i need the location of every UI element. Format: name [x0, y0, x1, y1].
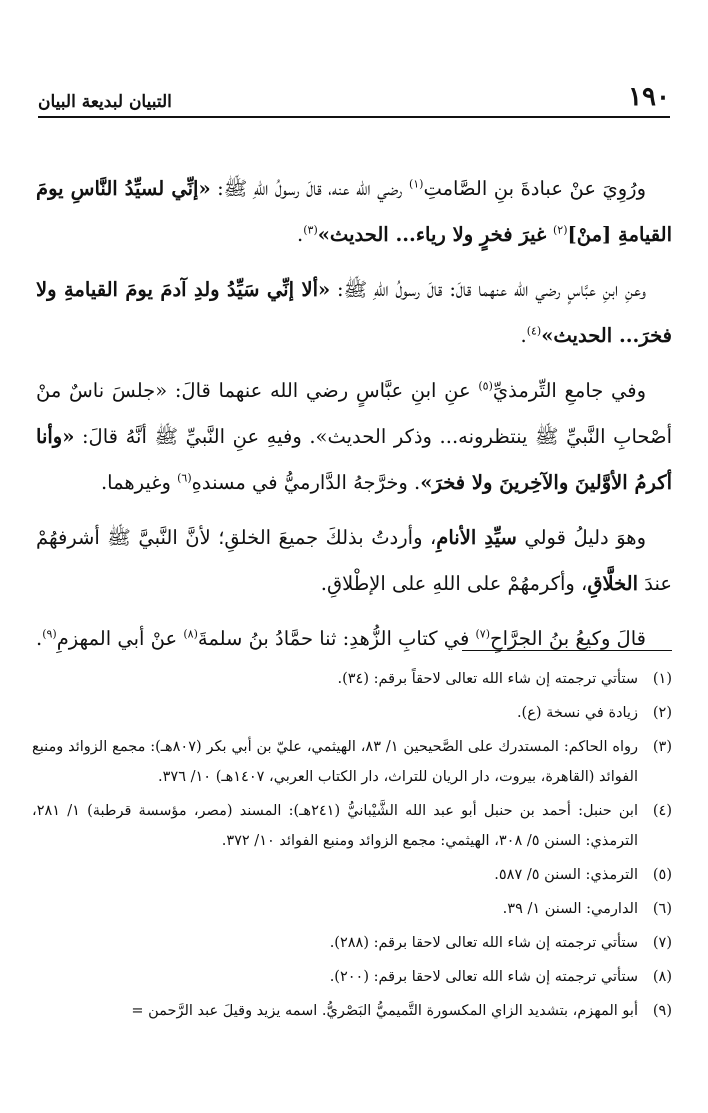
paragraph-2 — [36, 267, 672, 359]
footnote — [32, 698, 672, 728]
footnote — [32, 664, 672, 694]
footnote-number: (٦) — [652, 901, 672, 917]
hadith-quote: «وأنا أكرمُ الأوَّلينَ والآخِرينَ ولا فخرَ» — [36, 425, 672, 494]
page-number: ١٩٠ — [628, 82, 670, 112]
footnote-text: ستأتي ترجمته إن شاء الله تعالى لاحقا برقم: (٢٠٠). — [329, 969, 638, 985]
footnote-ref: (٧) — [475, 627, 491, 641]
footnote-text: أبو المهزم، بتشديد الزاي المكسورة التَّميميُّ البَصْريُّ. اسمه يزيد وقيلَ عبد الرَّحمن = — [131, 1003, 638, 1019]
hadith-quote: «إنِّي لسيِّدُ النَّاسِ يومَ القيامةِ [منْ] — [36, 177, 672, 246]
footnote — [32, 894, 672, 924]
footnote-ref: (٥) — [478, 379, 493, 393]
footnote — [32, 928, 672, 958]
text-run: وغيرهما. — [100, 471, 178, 494]
footnote — [32, 860, 672, 890]
footnote-number: (٥) — [652, 867, 672, 883]
hadith-quote: غيرَ فخرٍ ولا رياء... الحديث» — [317, 223, 553, 246]
footnote-ref: (٩) — [42, 627, 57, 641]
text-run: ، وأردتُ بذلكَ جميعَ الخلقِ؛ لأنَّ النَّبيَّ ﷺ أشرفهُمْ عندَ — [36, 526, 672, 595]
footnote-number: (٧) — [652, 935, 672, 951]
footnote-ref: (٤) — [526, 324, 542, 338]
footnote-number: (٩) — [652, 1003, 672, 1019]
footnote — [32, 796, 672, 856]
paragraph-4 — [36, 515, 672, 607]
text-run: . — [297, 223, 304, 246]
footnote — [32, 732, 672, 792]
footnote-text: ستأتي ترجمته إن شاء الله تعالى لاحقاً برقم: (٣٤). — [337, 671, 638, 687]
footnote-text: ستأتي ترجمته إن شاء الله تعالى لاحقا برقم: (٢٨٨). — [329, 935, 638, 951]
footnote-text: ابن حنبل: أحمد بن حنبل أبو عبد الله الشَّيْبانيُّ (٢٤١هـ): المسند (مصر، مؤسسة قرطبة) ١/ ٢٨١، الترمذي: السنن ٥/ ٣٠٨، الهيثمي: مجمع الزوائد ومنبع الفوائد ١٠/ ٣٧٢. — [32, 803, 638, 849]
footnote-divider — [462, 650, 672, 651]
footnote-text: الترمذي: السنن ٥/ ٥٨٧. — [494, 867, 638, 883]
footnote-text: رواه الحاكم: المستدرك على الصَّحيحين ١/ ٨٣، الهيثمي، عليّ بن أبي بكر (٨٠٧هـ): مجمع الزوائد ومنبع الفوائد (القاهرة، بيروت، دار الريان للتراث، دار الكتاب العربي، ١٤٠٧هـ) ١٠/ ٣٧٦. — [32, 739, 638, 785]
footnote-ref: (١) — [408, 177, 424, 191]
paragraph-1 — [36, 166, 672, 258]
footnote-ref: (٣) — [303, 223, 318, 237]
footnote — [32, 962, 672, 992]
footnote-ref: (٨) — [183, 627, 198, 641]
running-header — [38, 82, 670, 118]
footnote-number: (٢) — [652, 705, 672, 721]
main-text — [36, 166, 672, 671]
footnote-ref: (٦) — [177, 471, 192, 485]
footnote-number: (١) — [652, 671, 672, 687]
footnote-number: (٨) — [652, 969, 672, 985]
text-run: . — [35, 627, 43, 650]
text-run: . — [520, 324, 527, 347]
footnote — [32, 996, 672, 1026]
text-run: في كتابِ الزُّهدِ: ثنا حمَّادُ بنُ سلمةَ — [197, 627, 476, 650]
text-run: عنِ ابنِ عبَّاسٍ رضي الله عنهما قالَ: «جلسَ ناسٌ منْ أصْحابِ النَّبيِّ ﷺ ينتظرونه... وذكر الحديث». وفيهِ عنِ النَّبيِّ ﷺ أنَّهُ قالَ: — [36, 379, 672, 448]
footnotes — [32, 664, 672, 1030]
text-run: ، وأكرمهُمْ على اللهِ على الإطْلاقِ. — [320, 572, 588, 595]
footnote-text: زيادة في نسخة (ع). — [516, 705, 638, 721]
paragraph-5 — [36, 616, 672, 662]
emphasis: الخلَّاقِ — [587, 572, 639, 595]
emphasis: سيِّدِ الأنامِ — [436, 526, 517, 549]
text-run: وعنِ ابنِ عبَّاسٍ رضي الله عنهما قالَ: قالَ رسولُ اللهِ ﷺ: — [330, 278, 646, 301]
footnote-number: (٤) — [652, 803, 672, 819]
text-run: وهوَ دليلُ قولي — [516, 526, 646, 549]
text-run: وفي جامعِ التِّرمذيِّ — [492, 379, 647, 402]
text-run: قالَ وكيعُ بنُ الجرَّاحِ — [490, 627, 646, 650]
hadith-quote: «ألا إنِّي سَيِّدُ ولدِ آدمَ يومَ القيامةِ ولا فخرَ... الحديث» — [36, 278, 672, 347]
footnote-number: (٣) — [652, 739, 672, 755]
text-run: ورُوِيَ عنْ عبادةَ بنِ الصَّامتِ — [423, 177, 646, 200]
text-run: . وخرَّجهُ الدَّارميُّ في مسندهِ — [191, 471, 421, 494]
footnote-ref: (٢) — [553, 223, 568, 237]
paragraph-3 — [36, 368, 672, 506]
text-run: رضي الله عنه، قالَ رسولُ اللهِ ﷺ: — [210, 177, 409, 200]
footnote-text: الدارمي: السنن ١/ ٣٩. — [502, 901, 638, 917]
book-title: التبيان لبديعة البيان — [38, 92, 172, 112]
text-run: عنْ أبي المهزمِ — [56, 627, 184, 650]
